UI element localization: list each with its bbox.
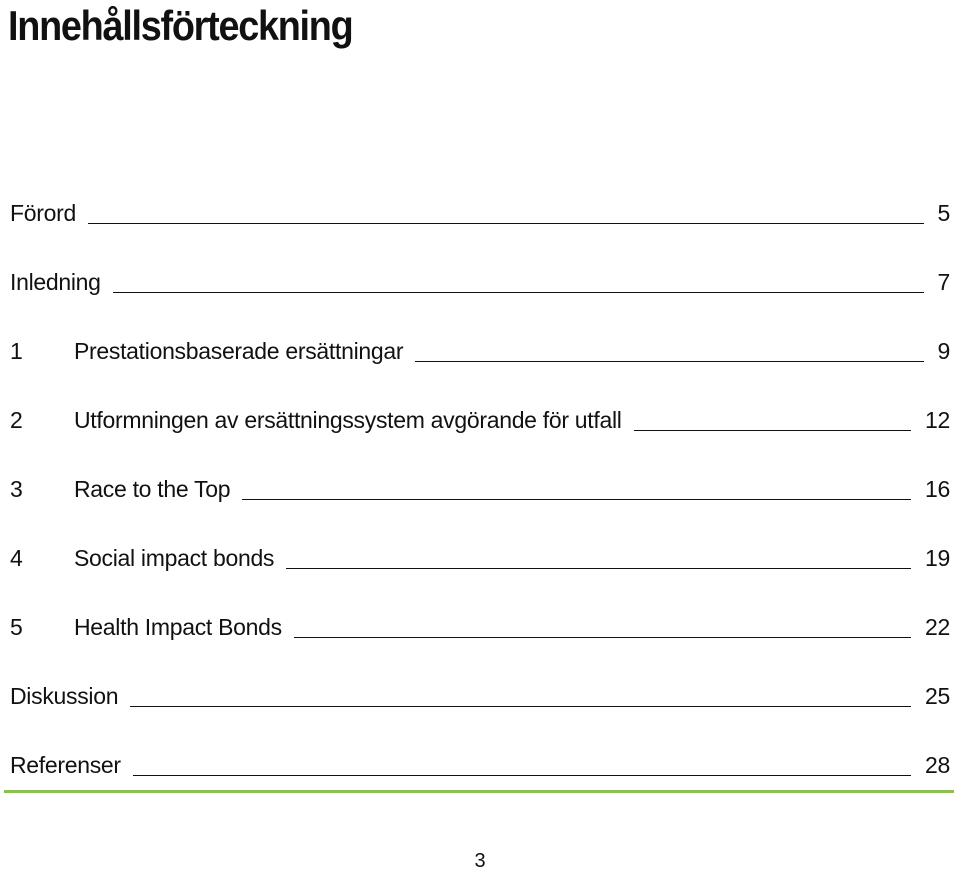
toc-leader-line [286, 568, 911, 569]
toc-entry-page: 22 [925, 614, 950, 640]
toc-entry-number: 5 [10, 614, 23, 640]
toc-entry-chapter-3 [10, 434, 950, 503]
toc-entry-number: 3 [10, 476, 23, 502]
toc-entry-page: 7 [937, 269, 950, 295]
toc-leader-line [294, 637, 911, 638]
page-number: 3 [474, 850, 486, 872]
toc-entry-chapter-1 [10, 296, 950, 365]
toc-leader-line [634, 430, 911, 431]
toc-leader-line [130, 706, 911, 707]
toc-entry-inledning [10, 227, 950, 296]
toc-entry-page: 12 [925, 407, 950, 433]
toc-entry-referenser [10, 710, 950, 779]
toc-entry-chapter-2 [10, 365, 950, 434]
toc-entry-label: Health Impact Bonds [74, 614, 282, 640]
toc-leader-line [88, 223, 924, 224]
toc-entry-diskussion [10, 641, 950, 710]
toc-entry-number: 1 [10, 338, 23, 364]
toc-entry-label: Diskussion [10, 683, 119, 709]
toc-entry-label: Utformningen av ersättningssystem avgörande för utfall [74, 407, 622, 433]
table-of-contents [10, 158, 950, 779]
toc-entry-number: 2 [10, 407, 23, 433]
toc-leader-line [133, 775, 911, 776]
toc-entry-chapter-4 [10, 503, 950, 572]
toc-entry-page: 9 [937, 338, 950, 364]
toc-entry-forord [10, 158, 950, 227]
toc-entry-chapter-5 [10, 572, 950, 641]
page-title: Innehållsförteckning [8, 2, 353, 49]
toc-entry-page: 19 [925, 545, 950, 571]
toc-entry-label: Prestationsbaserade ersättningar [74, 338, 404, 364]
toc-leader-line [415, 361, 923, 362]
toc-entry-page: 28 [925, 752, 950, 778]
toc-entry-label: Referenser [10, 752, 121, 778]
toc-entry-page: 5 [937, 200, 950, 226]
footer-divider [4, 790, 954, 793]
toc-entry-label: Social impact bonds [74, 545, 275, 571]
toc-leader-line [242, 499, 911, 500]
toc-leader-line [113, 292, 924, 293]
toc-entry-label: Förord [10, 200, 76, 226]
toc-entry-label: Race to the Top [74, 476, 231, 502]
toc-entry-page: 25 [925, 683, 950, 709]
toc-entry-number: 4 [10, 545, 23, 571]
toc-entry-label: Inledning [10, 269, 101, 295]
toc-entry-page: 16 [925, 476, 950, 502]
